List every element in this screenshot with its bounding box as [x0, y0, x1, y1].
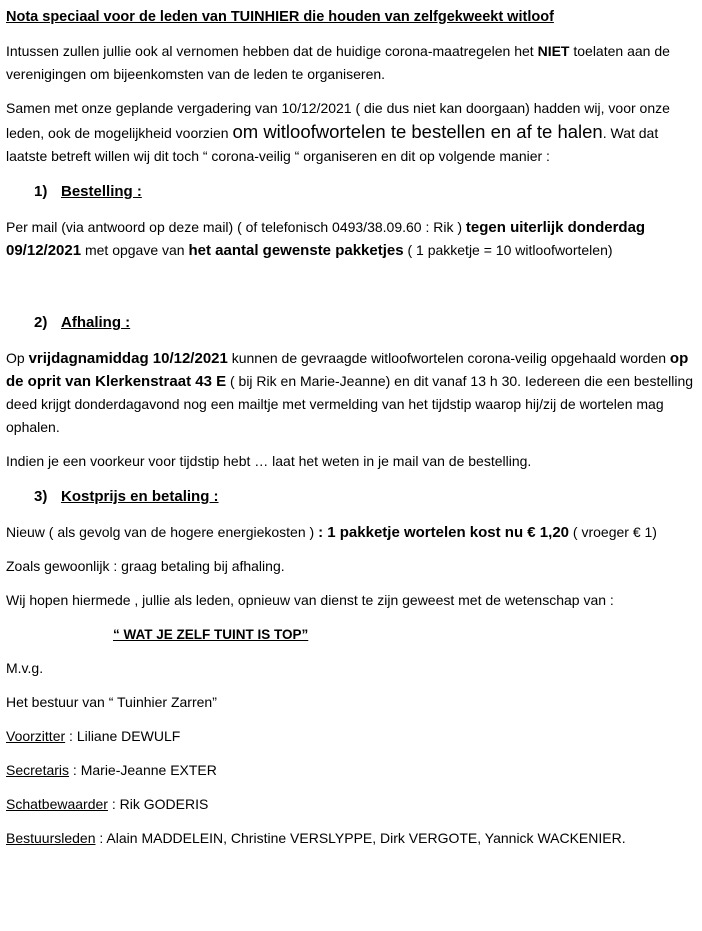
ordering-deadline: tegen uiterlijk donderdag 09/12/2021 — [6, 219, 646, 259]
price-value: : 1 pakketje wortelen kost nu € 1,20 — [318, 524, 570, 541]
ordering-quantity: het aantal gewenste pakketjes — [188, 242, 404, 259]
plan-text-c: . Wat dat laatste betreft willen wij dit toch “ corona-veilig “ organiseren en dit op volgende manier : — [6, 125, 659, 164]
section-number: 1) — [34, 183, 48, 200]
role-names: Rik GODERIS — [119, 796, 209, 812]
role-separator: : — [65, 728, 77, 744]
ordering-text-c: met opgave van — [81, 242, 189, 258]
intro-paragraph — [6, 40, 696, 86]
plan-paragraph — [6, 97, 696, 168]
section-label: Kostprijs en betaling : — [61, 488, 219, 505]
role-title: Secretaris — [6, 762, 70, 778]
closing-paragraph: Wij hopen hiermede , jullie als leden, opnieuw van dienst te zijn geweest met de wetenschap van : — [6, 592, 614, 608]
role-title: Schatbewaarder — [6, 796, 108, 812]
role-names: Alain MADDELEIN, Christine VERSLYPPE, Dirk VERGOTE, Yannick WACKENIER. — [106, 830, 626, 846]
ordering-paragraph — [6, 216, 696, 262]
section-label: Bestelling : — [61, 183, 142, 200]
section-number: 3) — [34, 488, 48, 505]
plan-text-a: Samen met onze geplande vergadering van 10/12/2021 ( die dus niet kan doorgaan) hadden wij, voor onze leden, ook de mogelijkheid voorzien — [6, 100, 670, 141]
role-separator: : — [69, 762, 81, 778]
document-title: Nota speciaal voor de leden van TUINHIER die houden van zelfgekweekt witloof — [6, 9, 554, 25]
pickup-text-e: ( bij Rik en Marie-Jeanne) en dit vanaf 13 h 30. Iedereen die een bestelling deed krijgt donderdagavond nog een mailtje met vermelding van het tijdstip waarop hij/zij de wortelen mag ophalen. — [6, 373, 694, 435]
pickup-text-a: Op — [6, 350, 29, 366]
role-line — [6, 725, 696, 748]
board-signature: Het bestuur van “ Tuinhier Zarren” — [6, 694, 217, 710]
role-separator: : — [107, 796, 120, 812]
pickup-location: op de oprit van Klerkenstraat 43 E — [6, 350, 689, 390]
section-ordering-heading — [6, 179, 696, 205]
price-text-c: ( vroeger € 1) — [569, 524, 657, 540]
preference-paragraph: Indien je een voorkeur voor tijdstip hebt … laat het weten in je mail van de bestelling. — [6, 453, 532, 469]
document — [6, 6, 696, 850]
role-title: Bestuursleden — [6, 830, 96, 846]
role-line — [6, 827, 696, 850]
role-names: Marie-Jeanne EXTER — [80, 762, 217, 778]
pickup-text-c: kunnen de gevraagde witloofwortelen corona-veilig opgehaald worden — [227, 350, 670, 366]
role-line — [6, 759, 696, 782]
intro-emphasis: NIET — [537, 43, 570, 59]
ordering-text-e: ( 1 pakketje = 10 witloofwortelen) — [403, 242, 613, 258]
role-title: Voorzitter — [6, 728, 66, 744]
motto: “ WAT JE ZELF TUINT IS TOP” — [113, 627, 309, 642]
greeting: M.v.g. — [6, 660, 44, 676]
payment-paragraph: Zoals gewoonlijk : graag betaling bij afhaling. — [6, 558, 285, 574]
plan-highlight: om witloofwortelen te bestellen en af te halen — [232, 121, 603, 142]
intro-text-a: Intussen zullen jullie ook al vernomen hebben dat de huidige corona-maatregelen het — [6, 43, 538, 59]
pickup-paragraph — [6, 347, 696, 439]
section-price-heading — [6, 484, 696, 510]
section-number: 2) — [34, 314, 48, 331]
price-text-a: Nieuw ( als gevolg van de hogere energiekosten ) — [6, 524, 319, 540]
intro-text-c: toelaten aan de verenigingen om bijeenkomsten van de leden te organiseren. — [6, 43, 670, 82]
ordering-text-a: Per mail (via antwoord op deze mail) ( of telefonisch 0493/38.09.60 : Rik ) — [6, 219, 466, 235]
section-label: Afhaling : — [61, 314, 131, 331]
role-names: Liliane DEWULF — [76, 728, 181, 744]
role-line — [6, 793, 696, 816]
pickup-date: vrijdagnamiddag 10/12/2021 — [28, 350, 228, 367]
price-paragraph — [6, 521, 696, 544]
section-pickup-heading — [6, 310, 696, 336]
role-separator: : — [95, 830, 107, 846]
